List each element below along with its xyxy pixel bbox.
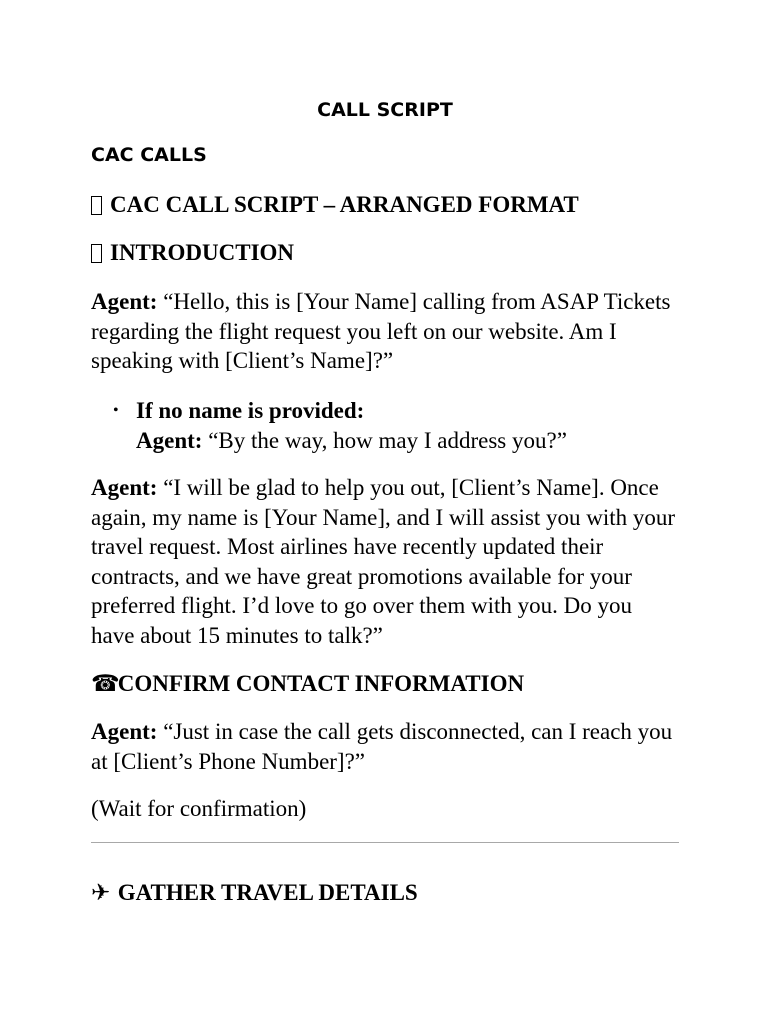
heading-confirm-contact-text: CONFIRM CONTACT INFORMATION xyxy=(117,671,525,696)
airplane-icon: ✈ xyxy=(91,880,111,906)
followup-paragraph-text: “I will be glad to help you out, [Client’s Name]. Once again, my name is [Your Name], and I will assist you with your travel request. Most airlines have recently updated their contracts, and we have great promotions available for your preferred flight. I’d love to go over them with you. Do you have about 15 minutes to talk?” xyxy=(91,475,676,648)
bullet-condition: If no name is provided: xyxy=(136,398,365,423)
bullet-dot-icon: • xyxy=(113,402,119,419)
speaker-label: Agent: xyxy=(91,719,158,744)
telephone-icon: ☎ xyxy=(91,671,120,697)
missing-glyph-icon xyxy=(91,244,102,263)
heading-travel-details-text: GATHER TRAVEL DETAILS xyxy=(117,880,418,905)
speaker-label: Agent: xyxy=(136,427,203,453)
heading-script-format-text: CAC CALL SCRIPT – ARRANGED FORMAT xyxy=(110,192,579,217)
document-subtitle: CAC CALLS xyxy=(91,144,207,166)
speaker-label: Agent: xyxy=(91,475,158,500)
heading-introduction-text: INTRODUCTION xyxy=(110,240,295,265)
heading-travel-details xyxy=(91,878,418,908)
intro-paragraph xyxy=(91,287,679,376)
heading-script-format xyxy=(91,190,579,220)
followup-paragraph xyxy=(91,473,679,650)
wait-note: (Wait for confirmation) xyxy=(91,796,307,821)
bullet-line-text: “By the way, how may I address you?” xyxy=(202,427,567,453)
document-title: CALL SCRIPT xyxy=(317,99,453,121)
speaker-label: Agent: xyxy=(91,289,158,314)
contact-paragraph xyxy=(91,717,679,776)
heading-introduction xyxy=(91,238,294,268)
contact-paragraph-text: “Just in case the call gets disconnected, can I reach you at [Client’s Phone Number]?” xyxy=(91,719,673,774)
heading-confirm-contact xyxy=(91,669,524,699)
horizontal-divider xyxy=(91,842,679,843)
bullet-text xyxy=(136,396,679,455)
missing-glyph-icon xyxy=(91,196,102,215)
intro-paragraph-text: “Hello, this is [Your Name] calling from ASAP Tickets regarding the flight request you left on our website. Am I speaking with [Client’s Name]?” xyxy=(91,289,671,373)
